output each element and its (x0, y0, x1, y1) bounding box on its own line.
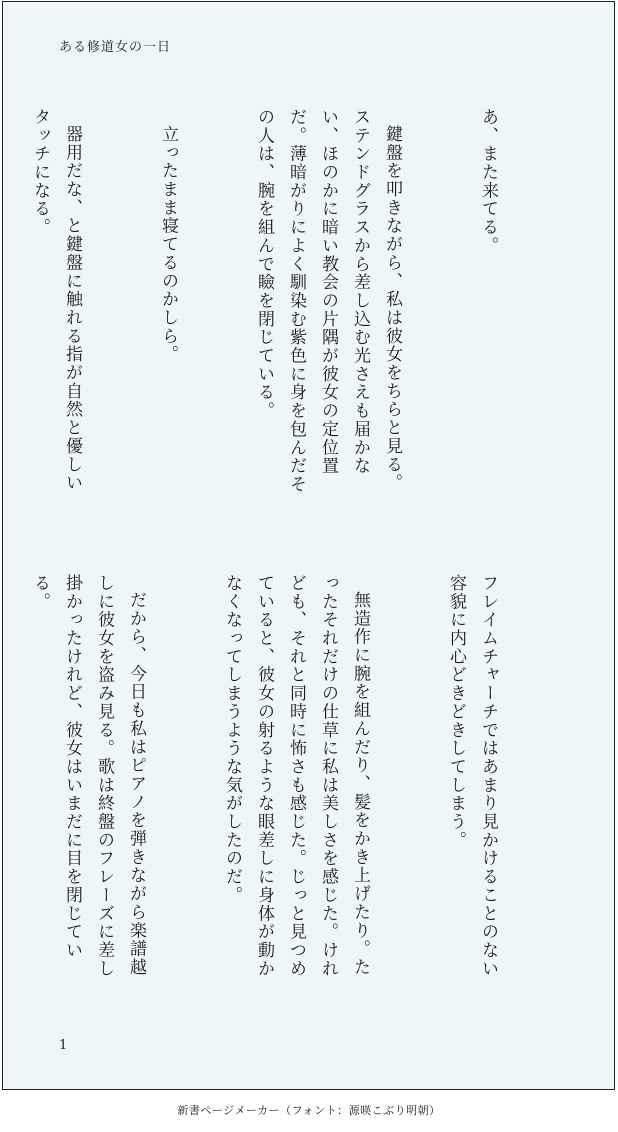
lower-text-block (30, 574, 568, 994)
running-title: ある修道女の一日 (59, 40, 172, 55)
paragraph: 無造作に腕を組んだり、髪をかき上げたり。たったそれだけの仕草に私は美しさを感じた。けれども、それと同時に怖さも感じた。じっと見つめていると、彼女の射るような眼差しに身体が動かなくなってしまうような気がしたのだ。 (222, 574, 370, 978)
paragraph: フレイムチャーチではあまり見かけることのない容貌に内心どきどきしてしまう。 (446, 574, 498, 978)
footer-credit: 新書ページメーカー（フォント：源暎こぶり明朝） (177, 1104, 441, 1117)
paragraph: あ、また来てる。 (478, 108, 498, 255)
paragraph: 鍵盤を叩きながら、私は彼女をちらと見る。ステンドグラスから差し込む光さえも届かない、ほのかに暗い教会の片隅が彼女の定位置だ。薄暗がりによく馴染む紫色に身を包んだその人は、腕を組んで瞼を閉じている。 (254, 108, 402, 494)
book-page (2, 1, 615, 1090)
upper-text-block (30, 108, 568, 508)
paragraph: 器用だな、と鍵盤に触れる指が自然と優しいタッチになる。 (30, 108, 82, 492)
paragraph: 立ったまま寝てるのかしら。 (158, 125, 178, 364)
page-number: 1 (59, 1038, 68, 1053)
paragraph: だから、今日も私はピアノを弾きながら楽譜越しに彼女を盗み見る。歌は終盤のフレーズに差し掛かったけれど、彼女はいまだに目を閉じている。 (30, 574, 146, 978)
